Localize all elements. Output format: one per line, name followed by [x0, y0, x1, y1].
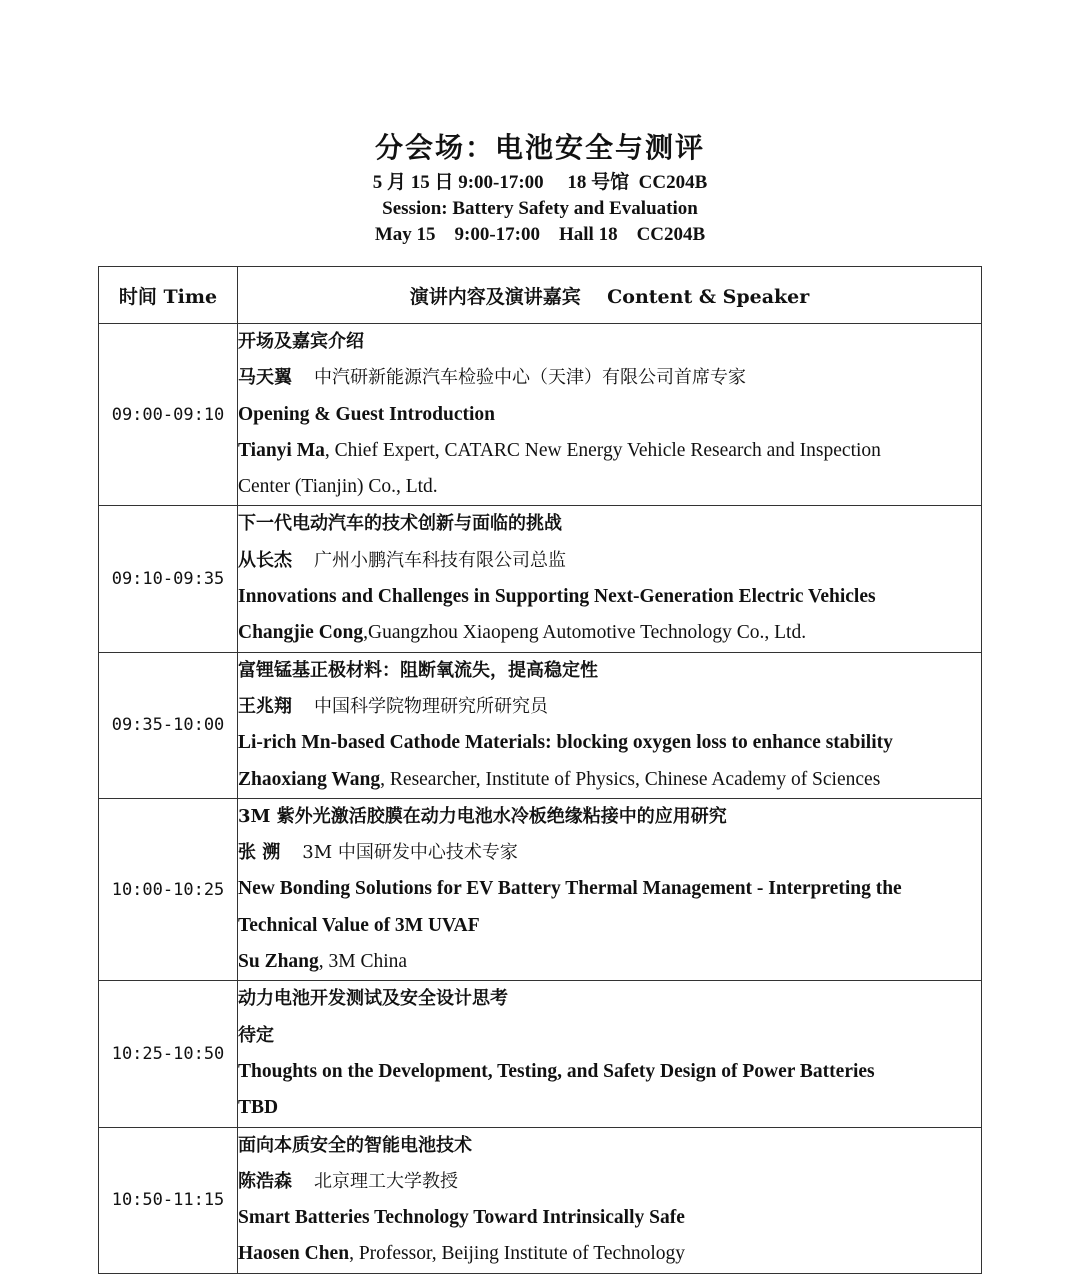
speaker-name-en: Tianyi Ma [238, 439, 325, 461]
date-venue-en: May 15 9:00-17:00 Hall 18 CC204B [374, 224, 706, 245]
session-time: 10:50-11:15 [99, 1127, 238, 1273]
speaker-line-cn [238, 1164, 981, 1200]
session-time: 10:00-10:25 [99, 798, 238, 980]
speaker-line-cn [238, 543, 981, 579]
speaker-name-cn: 马天翼 [238, 367, 292, 389]
session-title-en: Session: Battery Safety and Evaluation [382, 198, 698, 219]
speaker-name-cn: 王兆翔 [238, 695, 292, 717]
table-row [99, 652, 982, 798]
speaker-affiliation-en: , 3M China [318, 951, 408, 973]
speaker-line-cn [238, 689, 981, 725]
topic-en-cont: Technical Value of 3M UVAF [238, 914, 480, 936]
speaker-name-en: Su Zhang [238, 951, 319, 973]
table-row [99, 1127, 982, 1273]
speaker-line-en [238, 433, 981, 469]
session-content [238, 798, 982, 980]
topic-en: Li-rich Mn-based Cathode Materials: blocking oxygen loss to enhance stability [238, 732, 893, 754]
table-row [99, 506, 982, 652]
session-content [238, 652, 982, 798]
speaker-affiliation-cn: 3M 中国研发中心技术专家 [302, 842, 518, 864]
speaker-affiliation-en: , Professor, Beijing Institute of Technology [349, 1243, 686, 1265]
speaker-line-en [238, 615, 981, 651]
topic-cn: 开场及嘉宾介绍 [238, 331, 364, 352]
session-time: 09:35-10:00 [99, 652, 238, 798]
topic-cn: 下一代电动汽车的技术创新与面临的挑战 [238, 513, 562, 535]
table-row [99, 981, 982, 1127]
speaker-affiliation-en: , Chief Expert, CATARC New Energy Vehicle Research and Inspection [324, 439, 881, 461]
speaker-affiliation-cn: 中汽研新能源汽车检验中心（天津）有限公司首席专家 [314, 367, 746, 389]
speaker-name-en: Zhaoxiang Wang [238, 768, 381, 790]
speaker-line-en [238, 1236, 981, 1272]
session-time: 09:00-09:10 [99, 324, 238, 506]
speaker-affiliation-cn: 北京理工大学教授 [314, 1170, 458, 1192]
topic-cn: 3M 紫外光激活胶膜在动力电池水冷板绝缘粘接中的应用研究 [238, 805, 727, 827]
speaker-name-cn: 从长杰 [238, 549, 292, 571]
speaker-affiliation-cn: 广州小鹏汽车科技有限公司总监 [314, 549, 566, 571]
speaker-affiliation-en: , Researcher, Institute of Physics, Chinese Academy of Sciences [380, 768, 881, 790]
topic-cn: 富锂锰基正极材料：阻断氧流失，提高稳定性 [238, 659, 598, 681]
agenda-table [98, 266, 982, 1274]
session-content [238, 981, 982, 1127]
table-row [99, 324, 982, 506]
session-time: 10:25-10:50 [99, 981, 238, 1127]
speaker-line-en [238, 944, 981, 980]
session-content [238, 324, 982, 506]
speaker-affiliation-cn: 中国科学院物理研究所研究员 [314, 695, 548, 717]
speaker-name-cn: 张 溯 [238, 842, 281, 864]
session-content [238, 506, 982, 652]
column-header-content: 演讲内容及演讲嘉宾 Content & Speaker [238, 267, 982, 324]
speaker-line-cn [238, 360, 981, 396]
topic-en: Opening & Guest Introduction [238, 403, 495, 425]
table-header-row [99, 267, 982, 324]
topic-en: Innovations and Challenges in Supporting Next-Generation Electric Vehicles [238, 586, 876, 608]
topic-cn: 动力电池开发测试及安全设计思考 [238, 988, 508, 1010]
speaker-affiliation-en-cont: Center (Tianjin) Co., Ltd. [238, 476, 438, 498]
session-content [238, 1127, 982, 1273]
speaker-name-en: TBD [238, 1097, 279, 1119]
date-venue-cn: 5 月 15 日 9:00-17:00 18 号馆 CC204B [372, 172, 708, 193]
topic-cn: 面向本质安全的智能电池技术 [238, 1134, 472, 1156]
document-header [0, 126, 1080, 248]
topic-en: Thoughts on the Development, Testing, and Safety Design of Power Batteries [238, 1060, 875, 1082]
topic-en: Smart Batteries Technology Toward Intrinsically Safe [238, 1207, 685, 1229]
speaker-affiliation-en: ,Guangzhou Xiaopeng Automotive Technology Co., Ltd. [363, 622, 807, 644]
speaker-name-cn: 待定 [238, 1024, 274, 1046]
session-time: 09:10-09:35 [99, 506, 238, 652]
speaker-name-en: Haosen Chen [238, 1243, 350, 1265]
speaker-name-en: Changjie Cong [238, 622, 364, 644]
table-row [99, 798, 982, 980]
column-header-time: 时间 Time [99, 267, 238, 324]
speaker-name-cn: 陈浩森 [238, 1170, 292, 1192]
speaker-line-en [238, 762, 981, 798]
page-title: 分会场：电池安全与测评 [374, 131, 705, 164]
topic-en: New Bonding Solutions for EV Battery Thermal Management - Interpreting the [238, 878, 902, 900]
speaker-line-cn [238, 835, 981, 871]
